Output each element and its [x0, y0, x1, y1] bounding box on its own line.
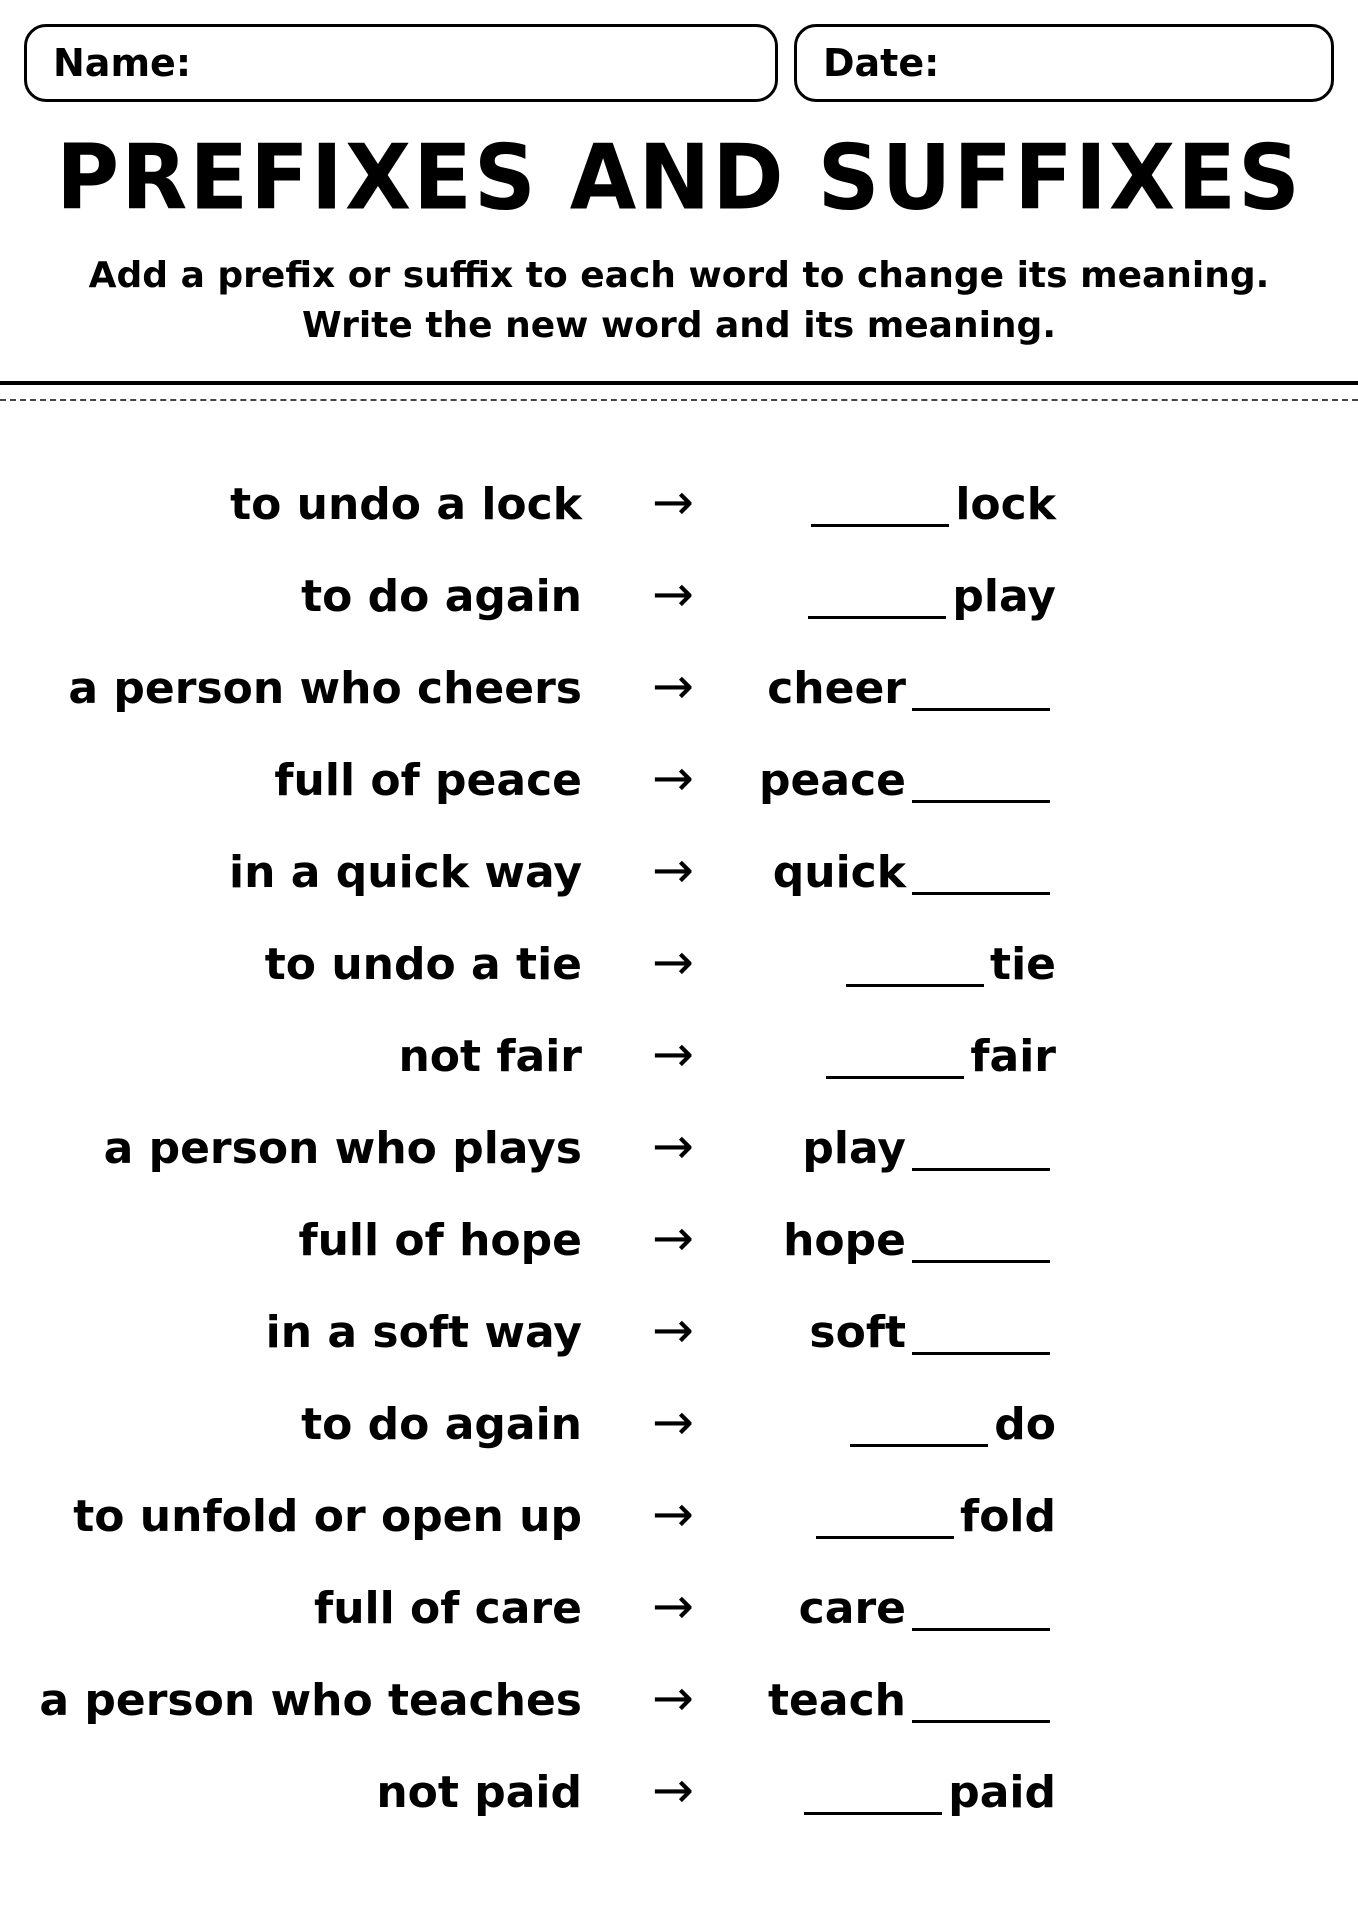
meaning-text: full of peace	[274, 755, 582, 806]
meaning-text: full of hope	[298, 1215, 582, 1266]
answer-blank[interactable]	[850, 1408, 988, 1447]
answer-blank[interactable]	[912, 672, 1050, 711]
exercise-row	[0, 1671, 1358, 1741]
answer-blank[interactable]	[912, 1132, 1050, 1171]
answer	[772, 847, 1056, 898]
base-word: lock	[955, 479, 1056, 530]
meaning-text: to unfold or open up	[73, 1491, 582, 1542]
meaning-text: a person who cheers	[68, 663, 582, 714]
base-word: peace	[759, 755, 906, 806]
arrow-icon: →	[652, 1301, 694, 1359]
answer-blank[interactable]	[912, 1684, 1050, 1723]
meaning-text: full of care	[314, 1583, 582, 1634]
meaning-text: not fair	[398, 1031, 582, 1082]
meaning-text: a person who teaches	[39, 1675, 582, 1726]
instructions-line-1: Add a prefix or suffix to each word to change its meaning.	[88, 255, 1270, 296]
answer	[759, 755, 1056, 806]
exercise-row	[0, 1119, 1358, 1189]
base-word: soft	[809, 1307, 906, 1358]
name-field[interactable]	[24, 24, 778, 102]
meaning-text: to undo a lock	[230, 479, 582, 530]
arrow-icon: →	[652, 1025, 694, 1083]
meaning-text: a person who plays	[103, 1123, 582, 1174]
arrow-icon: →	[652, 657, 694, 715]
answer	[809, 1307, 1056, 1358]
instructions-line-2: Write the new word and its meaning.	[302, 305, 1056, 346]
meaning-text: to do again	[301, 1399, 582, 1450]
answer	[798, 1767, 1056, 1818]
answer	[798, 1583, 1056, 1634]
base-word: care	[798, 1583, 906, 1634]
base-word: play	[802, 1123, 906, 1174]
base-word: teach	[768, 1675, 906, 1726]
arrow-icon: →	[652, 1393, 694, 1451]
base-word: fold	[960, 1491, 1056, 1542]
base-word: cheer	[767, 663, 906, 714]
exercise-row	[0, 1395, 1358, 1465]
name-label: Name:	[53, 41, 192, 85]
arrow-icon: →	[652, 1209, 694, 1267]
base-word: hope	[783, 1215, 906, 1266]
arrow-icon: →	[652, 1577, 694, 1635]
exercise-row	[0, 935, 1358, 1005]
base-word: play	[952, 571, 1056, 622]
answer	[802, 571, 1056, 622]
arrow-icon: →	[652, 841, 694, 899]
answer	[844, 1399, 1056, 1450]
answer-blank[interactable]	[912, 764, 1050, 803]
answer	[810, 1491, 1056, 1542]
answer	[768, 1675, 1056, 1726]
meaning-text: in a soft way	[265, 1307, 582, 1358]
answer-blank[interactable]	[912, 1592, 1050, 1631]
divider-dashed	[0, 399, 1358, 401]
base-word: paid	[948, 1767, 1056, 1818]
answer	[802, 1123, 1056, 1174]
base-word: tie	[990, 939, 1056, 990]
page-title: PREFIXES AND SUFFIXES	[56, 125, 1302, 231]
answer	[767, 663, 1056, 714]
meaning-text: to undo a tie	[264, 939, 582, 990]
exercise-row	[0, 1487, 1358, 1557]
answer	[783, 1215, 1056, 1266]
answer-blank[interactable]	[912, 1316, 1050, 1355]
arrow-icon: →	[652, 473, 694, 531]
base-word: fair	[970, 1031, 1056, 1082]
arrow-icon: →	[652, 1669, 694, 1727]
answer-blank[interactable]	[811, 488, 949, 527]
exercise-row	[0, 567, 1358, 637]
answer	[840, 939, 1056, 990]
exercise-row	[0, 1027, 1358, 1097]
arrow-icon: →	[652, 749, 694, 807]
answer-blank[interactable]	[912, 856, 1050, 895]
answer-blank[interactable]	[846, 948, 984, 987]
exercise-row	[0, 1579, 1358, 1649]
arrow-icon: →	[652, 565, 694, 623]
base-word: do	[994, 1399, 1056, 1450]
exercise-row	[0, 659, 1358, 729]
exercise-row	[0, 475, 1358, 545]
exercise-row	[0, 1763, 1358, 1833]
answer-blank[interactable]	[816, 1500, 954, 1539]
exercise-row	[0, 751, 1358, 821]
exercise-row	[0, 1303, 1358, 1373]
arrow-icon: →	[652, 1761, 694, 1819]
divider-solid	[0, 381, 1358, 385]
date-field[interactable]	[794, 24, 1334, 102]
answer-blank[interactable]	[826, 1040, 964, 1079]
date-label: Date:	[823, 41, 940, 85]
answer	[820, 1031, 1056, 1082]
base-word: quick	[772, 847, 906, 898]
exercise-row	[0, 1211, 1358, 1281]
arrow-icon: →	[652, 1117, 694, 1175]
arrow-icon: →	[652, 933, 694, 991]
answer	[805, 479, 1056, 530]
answer-blank[interactable]	[804, 1776, 942, 1815]
arrow-icon: →	[652, 1485, 694, 1543]
answer-blank[interactable]	[912, 1224, 1050, 1263]
exercise-row	[0, 843, 1358, 913]
answer-blank[interactable]	[808, 580, 946, 619]
meaning-text: in a quick way	[229, 847, 582, 898]
meaning-text: not paid	[376, 1767, 582, 1818]
meaning-text: to do again	[301, 571, 582, 622]
